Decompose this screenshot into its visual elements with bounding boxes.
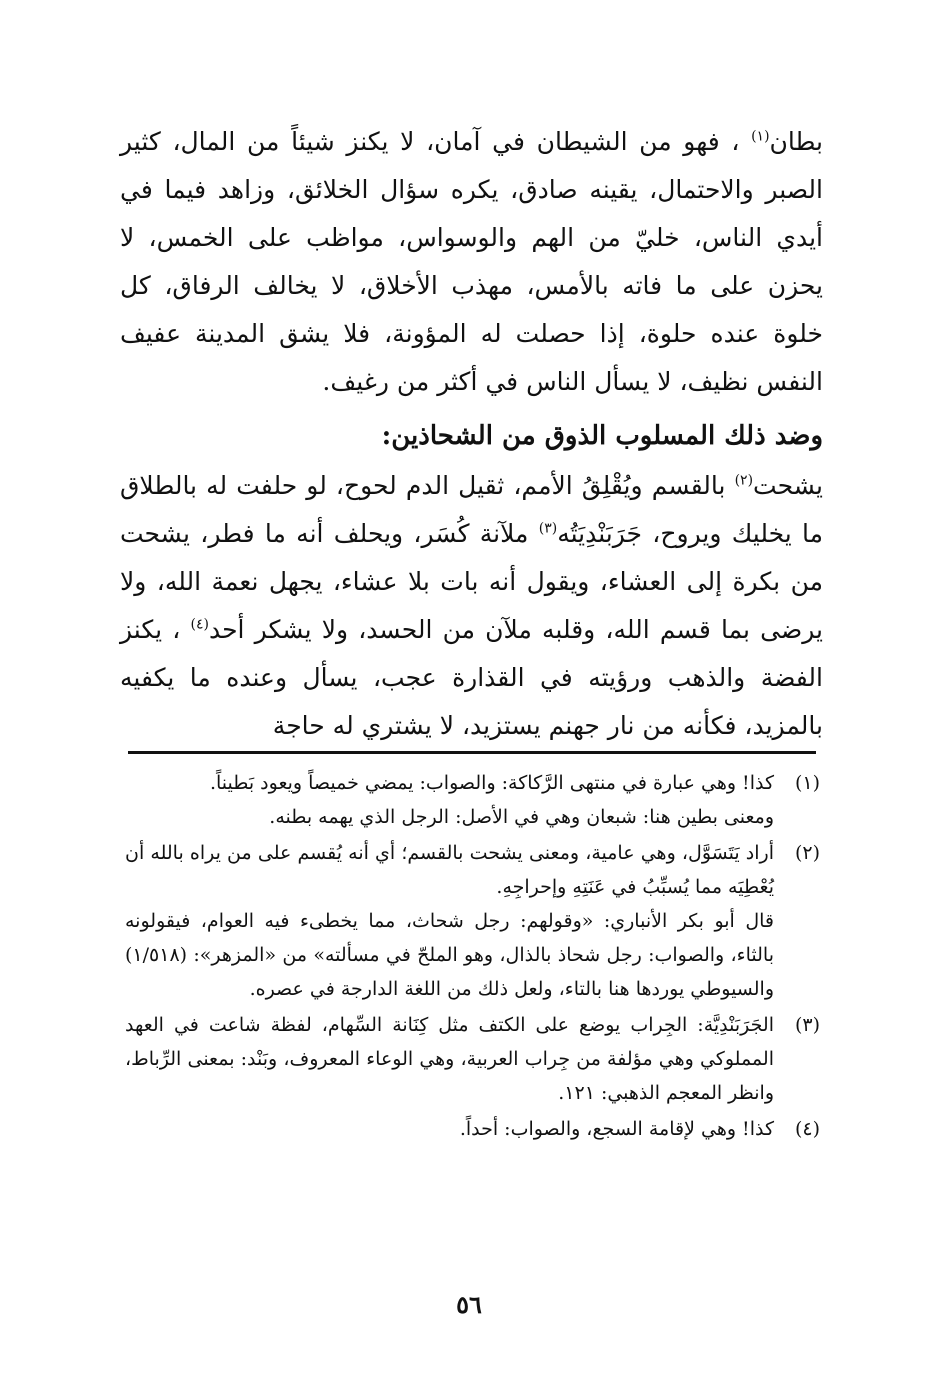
footnote-text: أراد يَتَسَوَّل، وهي عامية، ومعنى يشحت بالقسم؛ أي أنه يُقسم على من يراه بالله أن يُعْطِيَه مما يُسبِّبُ في عَنَتِهِ وإحراجِهِ.: [125, 842, 774, 898]
main-text: [120, 118, 823, 750]
footnote-number: (٣): [794, 1014, 820, 1036]
footnote-text: كذا! وهي عبارة في منتهى الرَّكاكة: والصواب: يمضي خميصاً ويعود بَطيناً.: [209, 772, 774, 794]
paragraph-1: بطان$^{(١)}$ ، فهو من الشيطان في آمان، لا يكنز شيئاً من المال، كثير الصبر والاحتمال، يقينه صادق، يكره سؤال الخلائق، وزاهد فيما في أيدي الناس، خليّ من الهم والوسواس، مواظب على الخمس، لا يحزن على ما فاته بالأمس، مهذب الأخلاق، لا يخالف الرفاق، كل خلوة عنده حلوة، إذا حصلت له المؤونة، فلا يشق المدينة عفيف النفس نظيف، لا يسأل الناس في أكثر من رغيف.: [120, 127, 823, 396]
footnote-number: (١): [794, 772, 820, 794]
footnote-number: (٤): [794, 1118, 820, 1140]
page-number: ٥٦: [456, 1290, 482, 1319]
section-heading: وضد ذلك المسلوب الذوق من الشحاذين:: [381, 421, 823, 451]
footnotes: [125, 766, 820, 1148]
footnote-marker-2[interactable]: (٢): [734, 472, 754, 489]
paragraph-2: يشحت$^{(٢)}$ بالقسم ويُقْلِقُ الأمم، ثقيل الدم لحوح، لو حلفت له بالطلاق ما يخليك ويروح، جَرَبَنْدِيَتُه$^{(٣)}$ ملآنة كُسَر، ويحلف أنه ما فطر، يشحت من بكرة إلى العشاء، ويقول أنه بات بلا عشاء، يجهل نعمة الله، ولا يرضى بما قسم الله، وقلبه ملآن من الحسد، ولا يشكر أحد$^{(٤)}$ ، يكنز الفضة والذهب ورؤيته في القذارة عجب، يسأل وعنده ما يكفيه بالمزيد، فكأنه من نار جهنم يستزيد، لا يشتري له حاجة: [120, 471, 823, 740]
footnote-number: (٢): [794, 842, 820, 864]
footnote-1: [125, 766, 820, 834]
footnote-text: الجَرَبَنْدِيَّة: الجِراب يوضع على الكتف مثل كِنَانة السِّهام، لفظة شاعت في العهد المملوكي وهي مؤلفة من جِراب العربية، وهي الوعاء المعروف، وبَنْد: بمعنى الرِّباط، وانظر المعجم الذهبي: ١٢١.: [125, 1014, 774, 1104]
footnote-divider: [128, 751, 816, 754]
footnote-4: [125, 1112, 820, 1146]
footnote-marker-3[interactable]: (٣): [538, 520, 558, 537]
footnote-text: كذا! وهي لإقامة السجع، والصواب: أحداً.: [459, 1118, 774, 1140]
footnote-marker-1[interactable]: (١): [751, 128, 770, 145]
footnote-3: [125, 1008, 820, 1110]
footnote-marker-4[interactable]: (٤): [190, 616, 209, 633]
footnote-text: ومعنى بطين هنا: شبعان وهي في الأصل: الرجل الذي يهمه بطنه.: [269, 806, 774, 828]
footnote-text: قال أبو بكر الأنباري: «وقولهم: رجل شحاث، مما يخطىء فيه العوام، فيقولونه بالثاء، والصواب: رجل شحاذ بالذال، وهو الملحّ في مسألته» من «المزهر»: (١/٥١٨) والسيوطي يوردها هنا بالتاء، ولعل ذلك من اللغة الدارجة في عصره.: [125, 910, 774, 1000]
footnote-2: [125, 836, 820, 1006]
